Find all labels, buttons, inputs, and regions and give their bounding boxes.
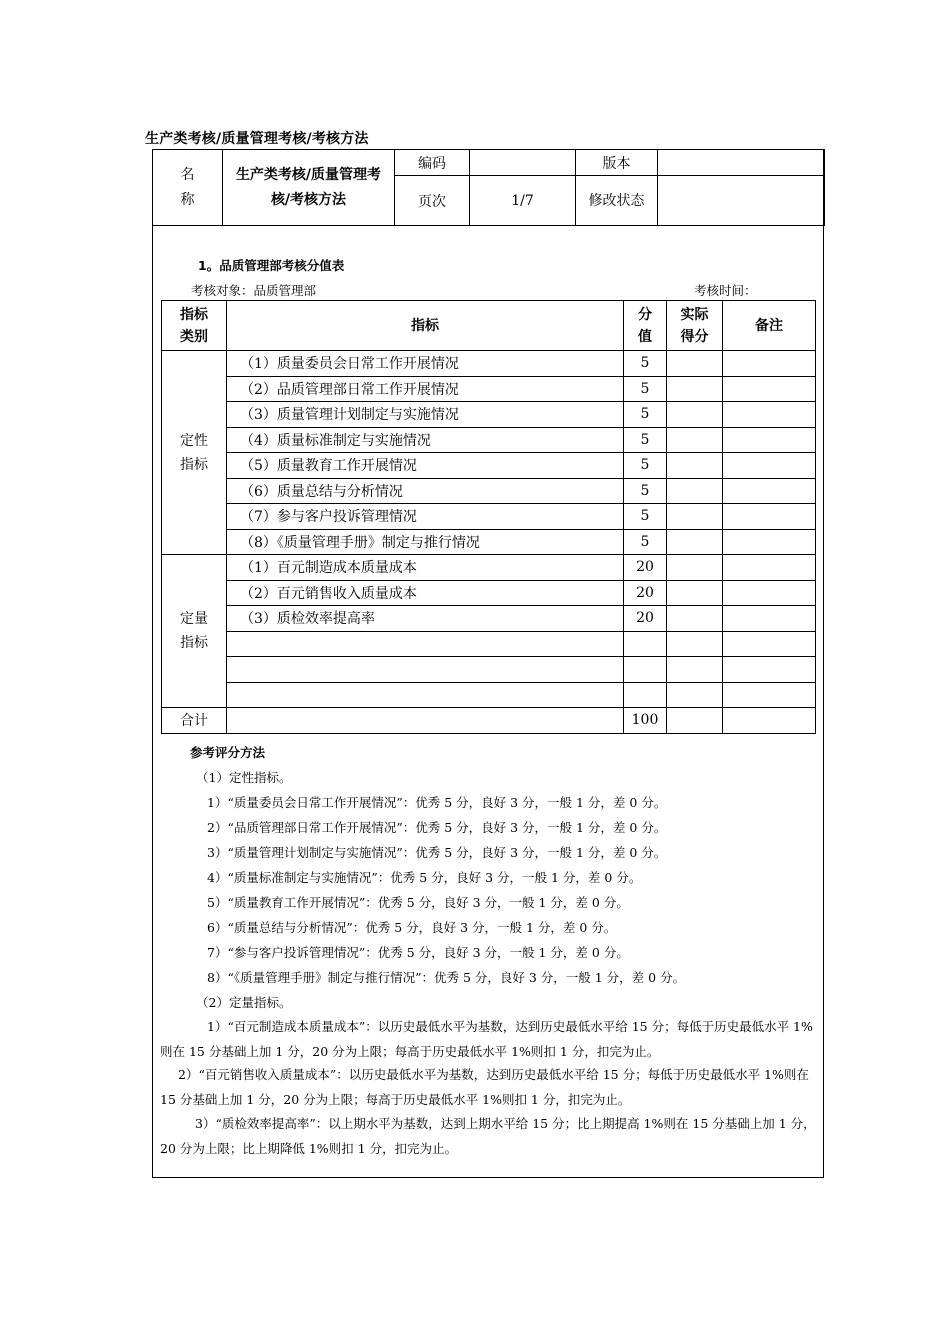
category-cell <box>162 351 227 555</box>
quantitative-item: 2）“百元销售收入质量成本”：以历史最低水平为基数，达到历史最低水平给 15 分；每低于历史最低水平 1%则在 15 分基础上加 1 分，20 分为上限；每高于历史最低水平 1%则扣 1 分，扣完为止。 <box>160 1067 809 1107</box>
actual-score-cell <box>667 682 723 708</box>
page-value: 1/7 <box>470 176 576 226</box>
actual-score-cell <box>667 453 723 479</box>
qualitative-title: （1）定性指标。 <box>196 770 292 785</box>
indicator-cell: （3）质量管理计划制定与实施情况 <box>227 402 624 428</box>
assessment-time: 考核时间： <box>694 283 757 298</box>
category-text: 定性指标 <box>180 432 208 473</box>
category-text: 定量指标 <box>180 611 208 651</box>
code-value <box>470 150 576 176</box>
score-cell: 5 <box>624 529 667 555</box>
indicator-header-text: 指标 <box>411 317 439 334</box>
total-label: 合计 <box>162 708 227 734</box>
remark-cell <box>723 351 816 377</box>
remark-cell <box>723 504 816 530</box>
indicator-cell: （2）品质管理部日常工作开展情况 <box>227 376 624 402</box>
total-empty-cell <box>227 708 624 734</box>
score-cell <box>624 682 667 708</box>
header-table <box>152 149 825 226</box>
score-cell: 5 <box>624 504 667 530</box>
actual-score-cell <box>667 351 723 377</box>
score-cell <box>624 631 667 657</box>
table-row <box>162 555 816 581</box>
remark-cell <box>723 402 816 428</box>
indicator-cell <box>227 631 624 657</box>
actual-score-cell <box>667 402 723 428</box>
document-title: 生产类考核/质量管理考核/考核方法 <box>145 131 369 147</box>
revision-value <box>658 176 825 226</box>
total-row <box>162 708 816 734</box>
remark-cell <box>723 478 816 504</box>
remark-cell <box>723 606 816 632</box>
revision-label: 修改状态 <box>576 176 658 226</box>
qualitative-item: 7）“参与客户投诉管理情况”：优秀 5 分，良好 3 分，一般 1 分，差 0 分。 <box>207 945 629 960</box>
version-label: 版本 <box>576 150 658 176</box>
indicator-cell: （1）百元制造成本质量成本 <box>227 555 624 581</box>
indicator-cell <box>227 682 624 708</box>
name-label: 名称 <box>153 150 223 226</box>
category-cell <box>162 555 227 708</box>
actual-score-header-text: 实际得分 <box>680 306 709 345</box>
qualitative-item: 8）“《质量管理手册》制定与推行情况”：优秀 5 分，良好 3 分，一般 1 分，差 0 分。 <box>207 970 686 985</box>
table-row <box>162 376 816 402</box>
qualitative-item: 3）“质量管理计划制定与实施情况”：优秀 5 分，良好 3 分，一般 1 分，差 0 分。 <box>207 845 667 860</box>
table-row <box>162 427 816 453</box>
score-cell: 20 <box>624 606 667 632</box>
indicator-cell: （6）质量总结与分析情况 <box>227 478 624 504</box>
qualitative-item: 5）“质量教育工作开展情况”：优秀 5 分，良好 3 分，一般 1 分，差 0 分。 <box>207 895 629 910</box>
quantitative-item: 3）“质检效率提高率”：以上期水平为基数，达到上期水平给 15 分；比上期提高 1%则在 15 分基础上加 1 分，20 分为上限；比上期降低 1%则扣 1 分，扣完为止。 <box>160 1116 816 1156</box>
score-cell: 5 <box>624 402 667 428</box>
section-title: 1。品质管理部考核分值表 <box>198 258 345 273</box>
indicator-cell: （2）百元销售收入质量成本 <box>227 580 624 606</box>
indicator-header <box>227 301 624 351</box>
actual-score-cell <box>667 376 723 402</box>
remark-cell <box>723 580 816 606</box>
table-header-row <box>162 301 816 351</box>
remark-cell <box>723 657 816 683</box>
table-row <box>162 478 816 504</box>
indicator-cell: （8）《质量管理手册》制定与推行情况 <box>227 529 624 555</box>
remark-cell <box>723 427 816 453</box>
score-cell: 5 <box>624 427 667 453</box>
total-actual-cell <box>667 708 723 734</box>
code-label: 编码 <box>395 150 470 176</box>
actual-score-cell <box>667 580 723 606</box>
score-cell <box>624 657 667 683</box>
category-header <box>162 301 227 351</box>
remark-cell <box>723 529 816 555</box>
qualitative-item: 4）“质量标准制定与实施情况”：优秀 5 分，良好 3 分，一般 1 分，差 0 分。 <box>207 870 642 885</box>
remark-header-text: 备注 <box>755 317 783 334</box>
score-cell: 5 <box>624 351 667 377</box>
indicator-cell <box>227 657 624 683</box>
score-table <box>161 300 816 734</box>
indicator-cell: （4）质量标准制定与实施情况 <box>227 427 624 453</box>
qualitative-item: 6）“质量总结与分析情况”：优秀 5 分，良好 3 分，一般 1 分，差 0 分。 <box>207 920 617 935</box>
table-row <box>162 351 816 377</box>
score-header-text: 分值 <box>638 306 652 345</box>
remark-cell <box>723 682 816 708</box>
page-label: 页次 <box>395 176 470 226</box>
score-cell: 5 <box>624 376 667 402</box>
remark-cell <box>723 376 816 402</box>
category-header-text: 指标类别 <box>180 306 208 345</box>
indicator-cell: （5）质量教育工作开展情况 <box>227 453 624 479</box>
method-title: 参考评分方法 <box>190 745 266 760</box>
quantitative-item: 1）“百元制造成本质量成本”：以历史最低水平为基数，达到历史最低水平给 15 分；每低于历史最低水平 1%则在 15 分基础上加 1 分，20 分为上限；每高于历史最低水平 1%则扣 1 分，扣完为止。 <box>160 1019 813 1059</box>
score-header <box>624 301 667 351</box>
table-row <box>162 402 816 428</box>
qualitative-item: 1）“质量委员会日常工作开展情况”：优秀 5 分，良好 3 分，一般 1 分，差 0 分。 <box>207 795 667 810</box>
score-cell: 20 <box>624 555 667 581</box>
table-row <box>162 453 816 479</box>
total-remark-cell <box>723 708 816 734</box>
actual-score-cell <box>667 606 723 632</box>
indicator-cell: （7）参与客户投诉管理情况 <box>227 504 624 530</box>
score-cell: 20 <box>624 580 667 606</box>
table-row <box>162 504 816 530</box>
table-row <box>162 580 816 606</box>
score-cell: 5 <box>624 478 667 504</box>
remark-header <box>723 301 816 351</box>
actual-score-cell <box>667 529 723 555</box>
indicator-cell: （1）质量委员会日常工作开展情况 <box>227 351 624 377</box>
table-row <box>162 682 816 708</box>
table-row <box>162 657 816 683</box>
score-cell: 5 <box>624 453 667 479</box>
quantitative-title: （2）定量指标。 <box>196 995 292 1010</box>
table-row <box>162 631 816 657</box>
actual-score-cell <box>667 657 723 683</box>
actual-score-cell <box>667 427 723 453</box>
qualitative-item: 2）“品质管理部日常工作开展情况”：优秀 5 分，良好 3 分，一般 1 分，差 0 分。 <box>207 820 667 835</box>
assessment-target: 考核对象：品质管理部 <box>191 283 317 298</box>
total-value: 100 <box>624 708 667 734</box>
table-row <box>162 529 816 555</box>
name-value: 生产类考核/质量管理考核/考核方法 <box>223 150 395 226</box>
table-row <box>162 606 816 632</box>
remark-cell <box>723 453 816 479</box>
indicator-cell: （3）质检效率提高率 <box>227 606 624 632</box>
remark-cell <box>723 555 816 581</box>
version-value <box>658 150 825 176</box>
remark-cell <box>723 631 816 657</box>
actual-score-cell <box>667 478 723 504</box>
actual-score-cell <box>667 504 723 530</box>
actual-score-cell <box>667 631 723 657</box>
actual-score-header <box>667 301 723 351</box>
actual-score-cell <box>667 555 723 581</box>
